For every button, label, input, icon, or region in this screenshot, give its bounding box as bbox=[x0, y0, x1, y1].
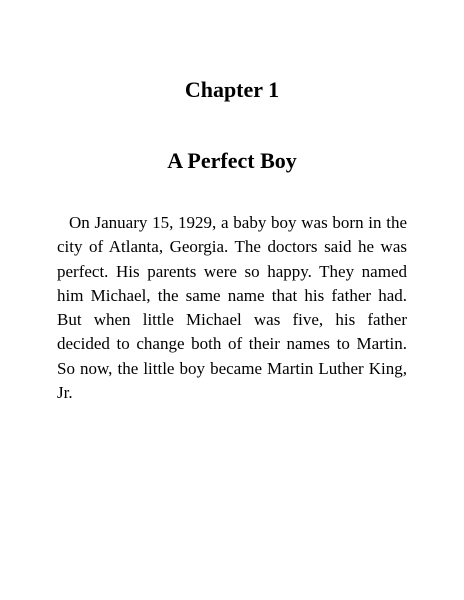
chapter-number: Chapter 1 bbox=[184, 77, 280, 102]
chapter-title: A Perfect Boy bbox=[167, 148, 297, 173]
body-paragraph: On January 15, 1929, a baby boy was born in the city of Atlanta, Georgia. The doctors said he was perfect. His parents were so happy. They named him Michael, the same name that his father had. But when little Michael was five, his father decided to change both of their names to Martin. So now, the little boy became Martin Luther King, Jr. bbox=[57, 213, 407, 403]
